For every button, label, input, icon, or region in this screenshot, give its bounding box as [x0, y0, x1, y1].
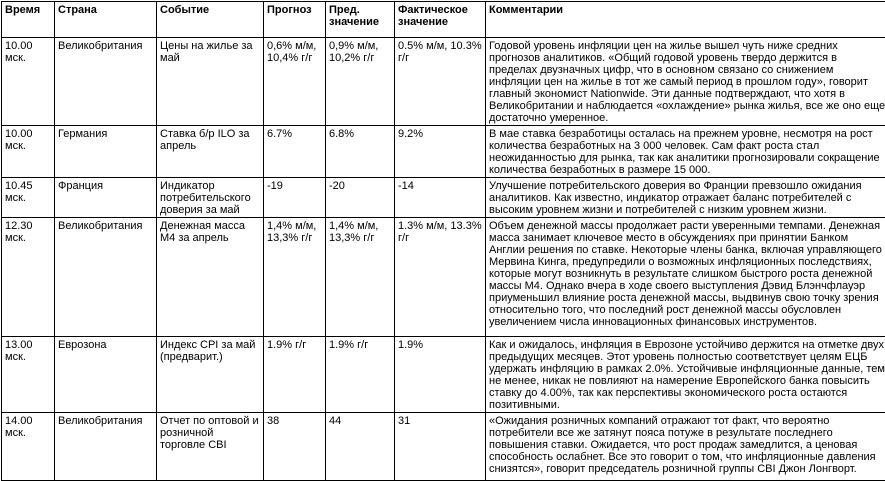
column-header-actual-value: Фактическое значение: [395, 2, 486, 38]
forecast-cell: -19: [264, 178, 326, 218]
country-cell: Франция: [55, 178, 157, 218]
previous-value-cell: 1.9% г/г: [326, 337, 395, 413]
time-cell: 14.00 мск.: [2, 413, 55, 481]
time-cell: 10.00 мск.: [2, 38, 55, 126]
table-row: [2, 126, 885, 178]
event-cell: Цены на жилье за май: [157, 38, 264, 126]
comment-cell: Улучшение потребительского доверия во Франции превзошло ожидания аналитиков. Как известно, индикатор отражает баланс потребителей с высоким уровнем жизни и потребителей с низким уровнем жизни.: [486, 178, 885, 218]
forecast-cell: 38: [264, 413, 326, 481]
economic-calendar-table: [1, 1, 885, 481]
comment-cell: Объем денежной массы продолжает расти уверенными темпами. Денежная масса занимает ключевое место в обсуждениях при принятии Банком Англии решения по ставке. Некоторые члены банка, включая управляющего Мервина Кинга, предупредили о возможных инфляционных последствиях, которые могут возникнуть в результате слишком быстрого роста денежной массы М4. Однако вчера в ходе своего выступления Дэвид Блэнчфлауэр приуменьшил влияние роста денежной массы, выдвинув свою точку зрения относительно того, что последний рост денежной массы обусловлен увеличением числа инновационных финансовых инструментов.: [486, 218, 885, 337]
column-header-event: Событие: [157, 2, 264, 38]
header-row: [2, 2, 885, 38]
previous-value-cell: 1,4% м/м, 13,3% г/г: [326, 218, 395, 337]
event-cell: Индекс CPI за май (предварит.): [157, 337, 264, 413]
time-cell: 10.45 мск.: [2, 178, 55, 218]
time-cell: 12.30 мск.: [2, 218, 55, 337]
previous-value-cell: 44: [326, 413, 395, 481]
time-cell: 13.00 мск.: [2, 337, 55, 413]
table-row: [2, 178, 885, 218]
event-cell: Ставка б/р ILO за апрель: [157, 126, 264, 178]
column-header-forecast: Прогноз: [264, 2, 326, 38]
country-cell: Великобритания: [55, 218, 157, 337]
country-cell: Еврозона: [55, 337, 157, 413]
column-header-comments: Комментарии: [486, 2, 885, 38]
time-cell: 10.00 мск.: [2, 126, 55, 178]
table-body: [2, 38, 885, 481]
table-row: [2, 38, 885, 126]
comment-cell: Как и ожидалось, инфляция в Еврозоне устойчиво держится на отметке двух предыдущих месяцев. Этот уровень полностью соответствует целям ЕЦБ удержать инфляцию в рамках 2.0%. Устойчивые инфляционные данные, тем не менее, никак не повлияют на намерение Европейского банка повысить ставку до 4.00%, так как перспективы экономического роста остаются позитивными.: [486, 337, 885, 413]
column-header-country: Страна: [55, 2, 157, 38]
column-header-time: Время: [2, 2, 55, 38]
previous-value-cell: 0,9% м/м, 10,2% г/г: [326, 38, 395, 126]
country-cell: Германия: [55, 126, 157, 178]
table-row: [2, 337, 885, 413]
actual-value-cell: 9.2%: [395, 126, 486, 178]
forecast-cell: 1.9% г/г: [264, 337, 326, 413]
forecast-cell: 0,6% м/м, 10,4% г/г: [264, 38, 326, 126]
actual-value-cell: 31: [395, 413, 486, 481]
comment-cell: Годовой уровень инфляции цен на жилье вышел чуть ниже средних прогнозов аналитиков. «Общий годовой уровень твердо держится в пределах двузначных цифр, что в основном связано со снижением инфляции цен на жилье в тот же самый период в прошлом году», говорит главный экономист Nationwide. Эти данные подтверждают, что хотя в Великобритании и наблюдается «охлаждение» рынка жилья, все же оно еще достаточно умеренное.: [486, 38, 885, 126]
actual-value-cell: 1.3% м/м, 13.3% г/г: [395, 218, 486, 337]
comment-cell: «Ожидания розничных компаний отражают тот факт, что вероятно потребители все же затянут пояса потуже в результате последнего повышения ставки. Ожидается, что рост продаж замедлится, а ценовая способность ослабнет. Все это говорит о том, что инфляционные давления снизятся», говорит председатель розничной группы CBI Джон Лонгворт.: [486, 413, 885, 481]
table-row: [2, 413, 885, 481]
comment-cell: В мае ставка безработицы осталась на прежнем уровне, несмотря на рост количества безработных на 3 000 человек. Сам факт роста стал неожиданностью для рынка, так как аналитики прогнозировали сокращение количества безработных в размере 15 000.: [486, 126, 885, 178]
column-header-previous-value: Пред. значение: [326, 2, 395, 38]
table-row: [2, 218, 885, 337]
actual-value-cell: -14: [395, 178, 486, 218]
event-cell: Отчет по оптовой и розничной торговле CBI: [157, 413, 264, 481]
country-cell: Великобритания: [55, 38, 157, 126]
country-cell: Великобритания: [55, 413, 157, 481]
event-cell: Индикатор потребительского доверия за май: [157, 178, 264, 218]
forecast-cell: 1,4% м/м, 13,3% г/г: [264, 218, 326, 337]
event-cell: Денежная масса М4 за апрель: [157, 218, 264, 337]
table-header: [2, 2, 885, 38]
previous-value-cell: 6.8%: [326, 126, 395, 178]
actual-value-cell: 1.9%: [395, 337, 486, 413]
actual-value-cell: 0.5% м/м, 10.3% г/г: [395, 38, 486, 126]
previous-value-cell: -20: [326, 178, 395, 218]
forecast-cell: 6.7%: [264, 126, 326, 178]
